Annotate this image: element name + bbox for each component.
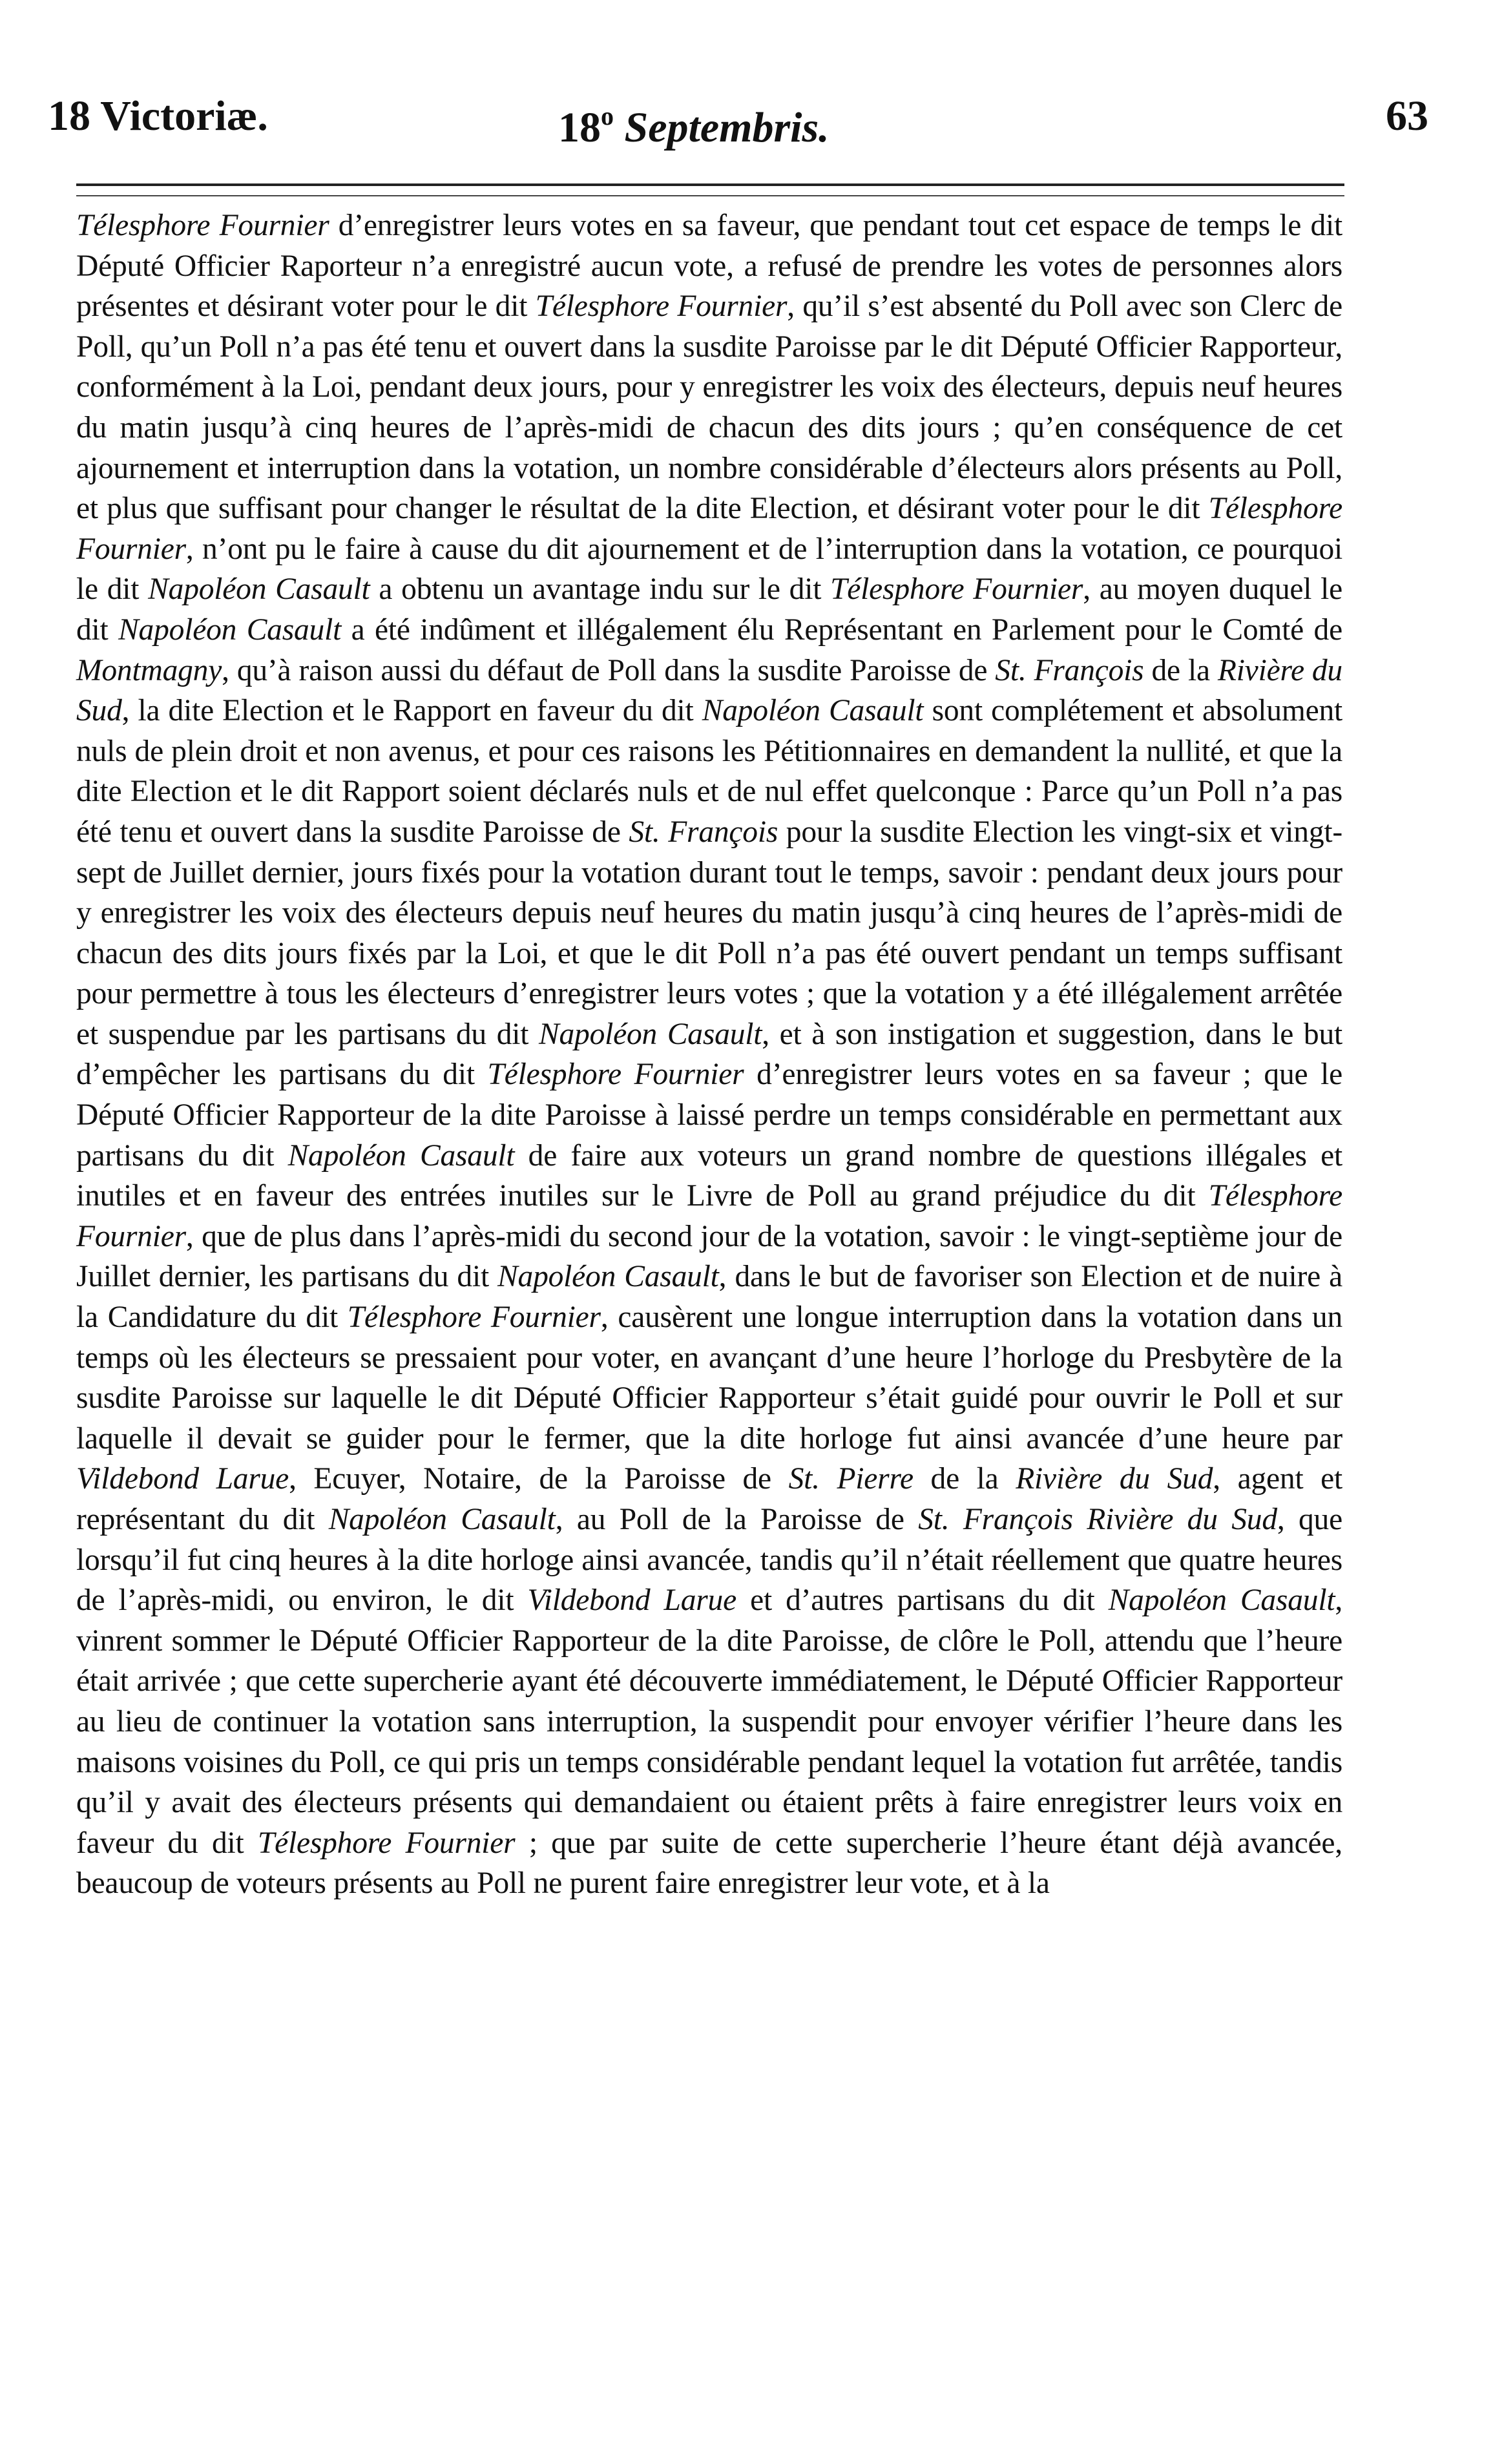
header-left-text: 18 Victoriæ.	[48, 92, 268, 140]
header-center-number: 18	[558, 104, 601, 151]
page-number: 63	[1386, 92, 1428, 140]
header-rule	[76, 183, 1344, 196]
header-center-word: Septembris.	[624, 104, 830, 151]
body-paragraph: Télesphore Fournier d’enregistrer leurs votes en sa faveur, que pendant tout cet espace de temps le dit Député Officier Raporteur n’a enregistré aucun vote, a refusé de prendre les votes de personnes alors présentes et désirant voter pour le dit Télesphore Fournier, qu’il s’est absenté du Poll avec son Clerc de Poll, qu’un Poll n’a pas été tenu et ouvert dans la susdite Paroisse par le dit Député Officier Rapporteur, conformément à la Loi, pendant deux jours, pour y enregistrer les voix des électeurs, depuis neuf heures du matin jusqu’à cinq heures de l’après-midi de chacun des dits jours ; qu’en conséquence de cet ajournement et interruption dans la votation, un nombre considérable d’électeurs alors présents au Poll, et plus que suffisant pour changer le résultat de la dite Election, et désirant voter pour le dit Télesphore Fournier, n’ont pu le faire à cause du dit ajournement et de l’interruption dans la votation, ce pourquoi le dit Napoléon Casault a obtenu un avantage indu sur le dit Télesphore Fournier, au moyen duquel le dit Napoléon Casault a été indûment et illégalement élu Représentant en Parlement pour le Comté de Montmagny, qu’à raison aussi du défaut de Poll dans la susdite Paroisse de St. François de la Rivière du Sud, la dite Election et le Rapport en faveur du dit Napoléon Casault sont complétement et absolument nuls de plein droit et non avenus, et pour ces raisons les Pétitionnaires en demandent la nullité, et que la dite Election et le dit Rapport soient déclarés nuls et de nul effet quelconque : Parce qu’un Poll n’a pas été tenu et ouvert dans la susdite Paroisse de St. François pour la susdite Election les vingt-six et vingt-sept de Juillet dernier, jours fixés pour la votation durant tout le temps, savoir : pendant deux jours pour y enregistrer les voix des électeurs depuis neuf heures du matin jusqu’à cinq heures de l’après-midi de chacun des dits jours fixés par la Loi, et que le dit Poll n’a pas été ouvert pendant un temps suffisant pour permettre à tous les électeurs d’enregistrer leurs votes ; que la votation y a été illégalement arrêtée et suspendue par les partisans du dit Napoléon Casault, et à son instigation et suggestion, dans le but d’empêcher les partisans du dit Télesphore Fournier d’enregistrer leurs votes en sa faveur ; que le Député Officier Rapporteur de la dite Paroisse à laissé perdre un temps considérable en permettant aux partisans du dit Napoléon Casault de faire aux voteurs un grand nombre de questions illégales et inutiles et en faveur des entrées inutiles sur le Livre de Poll au grand préjudice du dit Télesphore Fournier, que de plus dans l’après-midi du second jour de la votation, savoir : le vingt-septième jour de Juillet dernier, les partisans du dit Napoléon Casault, dans le but de favoriser son Election et de nuire à la Candidature du dit Télesphore Fournier, causèrent une longue interruption dans la votation dans un temps où les électeurs se pressaient pour voter, en avançant d’une heure l’horloge du Presbytère de la susdite Paroisse sur laquelle le dit Député Officier Rapporteur s’était guidé pour ouvrir le Poll et sur laquelle il devait se guider pour le fermer, que la dite horloge fut ainsi avancée d’une heure par Vildebond Larue, Ecuyer, Notaire, de la Paroisse de St. Pierre de la Rivière du Sud, agent et représentant du dit Napoléon Casault, au Poll de la Paroisse de St. François Rivière du Sud, que lorsqu’il fut cinq heures à la dite horloge ainsi avancée, tandis qu’il n’était réellement que quatre heures de l’après-midi, ou environ, le dit Vildebond Larue et d’autres partisans du dit Napoléon Casault, vinrent sommer le Député Officier Rapporteur de la dite Paroisse, de clôre le Poll, attendu que l’heure était arrivée ; que cette supercherie ayant été découverte immédiatement, le Député Officier Rapporteur au lieu de continuer la votation sans interruption, la suspendit pour envoyer vérifier l’heure dans les maisons voisines du Poll, ce qui pris un temps considérable pendant lequel la votation fut arrêtée, tandis qu’il y avait des électeurs présents qui demandaient ou étaient prêts à faire enregistrer leurs voix en faveur du dit Télesphore Fournier ; que par suite de cette supercherie l’heure étant déjà avancée, beaucoup de voteurs présents au Poll ne purent faire enregistrer leur vote, et à la	[76, 209, 1343, 1901]
header-center-text	[558, 90, 830, 154]
header-center-superscript: o	[601, 101, 614, 131]
running-header	[48, 90, 1428, 162]
